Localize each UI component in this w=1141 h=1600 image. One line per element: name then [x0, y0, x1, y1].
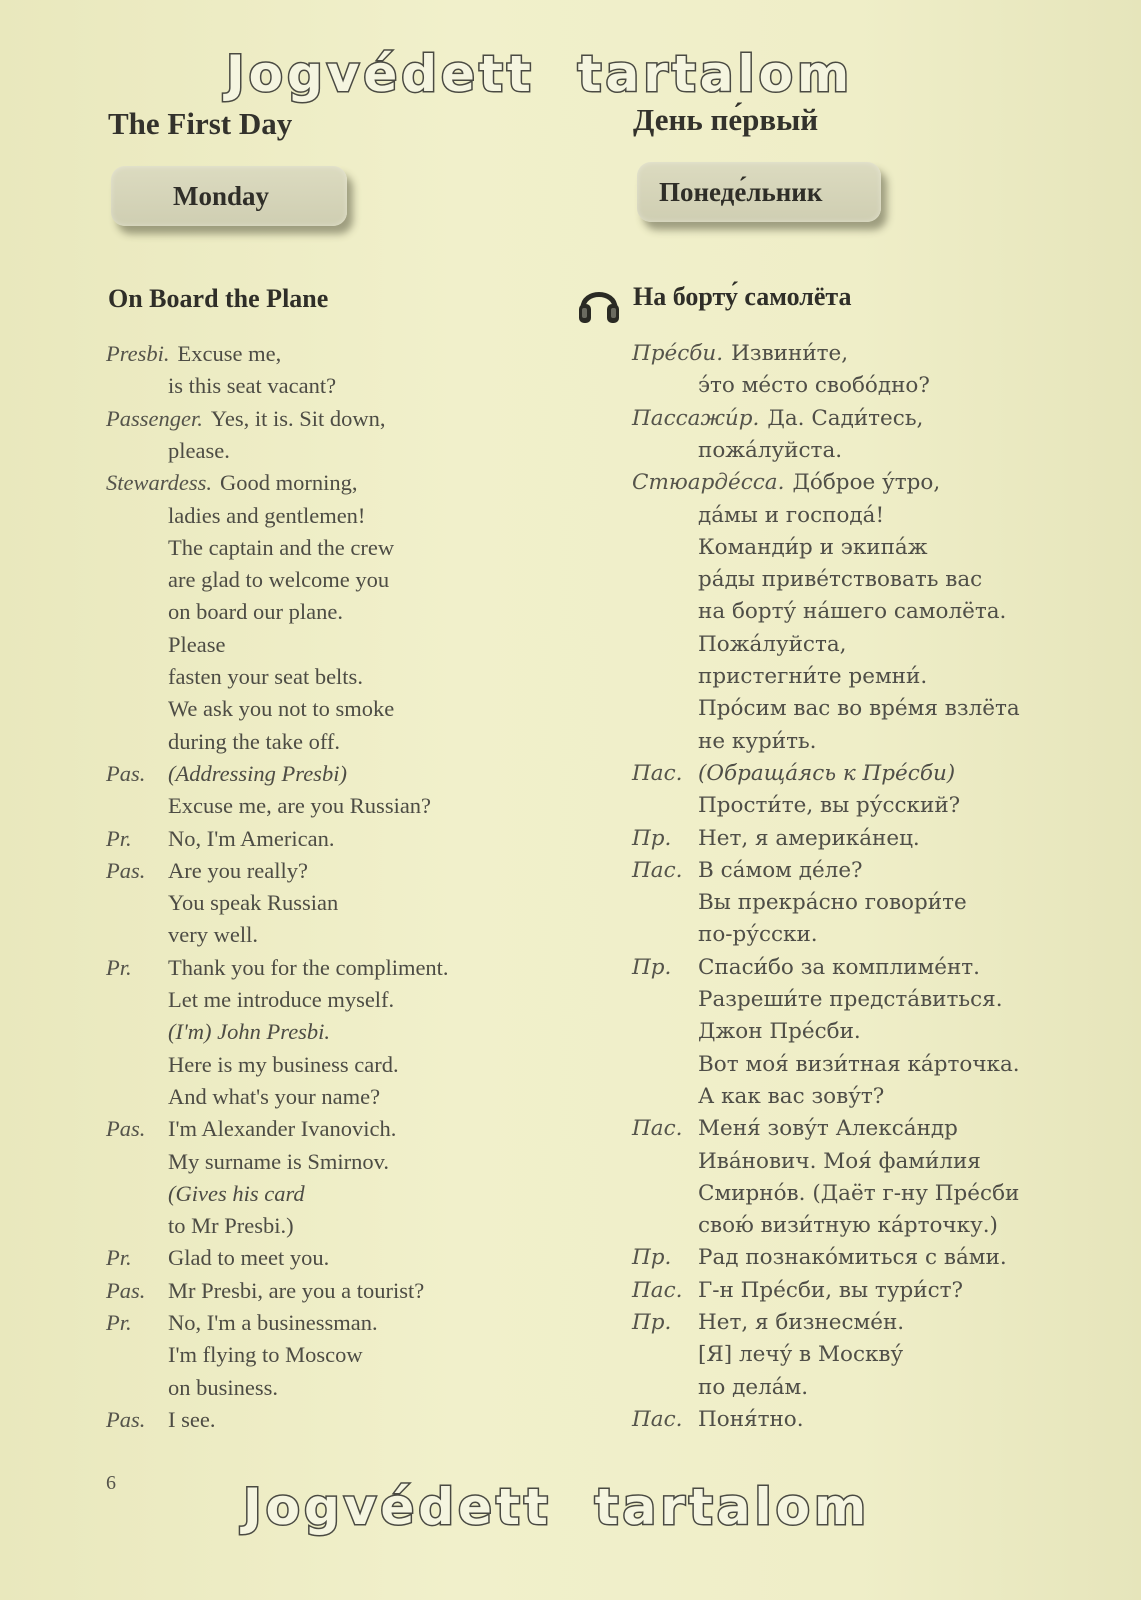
- dialogue-line: [106, 1307, 378, 1339]
- speaker-label: Стюарде́сса.: [632, 470, 785, 496]
- dialogue-line: [106, 1404, 216, 1436]
- dialogue-text: is this seat vacant?: [168, 373, 337, 399]
- section-title-russian: На борту́ самолёта: [633, 282, 852, 311]
- speaker-label: Pr.: [106, 1310, 132, 1335]
- dialogue-text: Excuse me,: [177, 341, 282, 366]
- dialogue-text: Извини́те,: [731, 341, 849, 366]
- dialogue-text: Please: [168, 631, 226, 657]
- dialogue-text: (I'm) John Presbi.: [168, 1019, 331, 1045]
- day-label-russian: [637, 162, 881, 222]
- speaker-label: Пас.: [632, 1406, 683, 1432]
- dialogue-line: [632, 952, 980, 984]
- dialogue-text: по дела́м.: [698, 1374, 809, 1400]
- speaker-label: Пр.: [632, 825, 672, 851]
- dialogue-text: Команди́р и экипа́ж: [698, 534, 928, 560]
- dialogue-text: А как вас зову́т?: [698, 1083, 885, 1109]
- dialogue-text: Good morning,: [220, 470, 358, 496]
- dialogue-text: До́брое у́тро,: [792, 470, 941, 496]
- speaker-label: Pr.: [106, 825, 132, 851]
- speaker-label: Pas.: [106, 1116, 146, 1142]
- dialogue-text: on board our plane.: [168, 599, 343, 625]
- dialogue-text: to Mr Presbi.): [168, 1213, 294, 1239]
- dialogue-text: Let me introduce myself.: [168, 987, 395, 1012]
- dialogue-text: I see.: [168, 1406, 216, 1432]
- dialogue-text: Прости́те, вы ру́сский?: [698, 793, 961, 819]
- speaker-label: Пр.: [632, 1310, 672, 1335]
- dialogue-text: Про́сим вас во вре́мя взлёта: [698, 696, 1020, 722]
- dialogue-line: [106, 1275, 425, 1307]
- dialogue-text: Рад познако́миться с ва́ми.: [698, 1245, 1007, 1271]
- speaker-label: Пас.: [632, 857, 683, 883]
- dialogue-text: very well.: [168, 922, 258, 948]
- dialogue-line: [632, 338, 848, 370]
- dialogue-line: [106, 855, 308, 887]
- dialogue-text: Смирно́в. (Даёт г-ну Пре́сби: [698, 1180, 1020, 1206]
- day-label-russian-text: Понеде́льник: [659, 176, 823, 207]
- watermark-top: Jogvédett tartalom: [226, 45, 854, 103]
- dialogue-text: ladies and gentlemen!: [168, 502, 366, 528]
- page-number: 6: [106, 1472, 116, 1494]
- dialogue-text: Разреши́те предста́виться.: [698, 987, 1003, 1012]
- dialogue-text: No, I'm a businessman.: [168, 1310, 378, 1335]
- dialogue-text: I'm Alexander Ivanovich.: [168, 1116, 397, 1142]
- dialogue-text: fasten your seat belts.: [168, 664, 363, 689]
- dialogue-line: [632, 1242, 1007, 1274]
- dialogue-text: Thank you for the compliment.: [168, 954, 449, 980]
- dialogue-text: Вы прекра́сно говори́те: [698, 890, 967, 916]
- speaker-label: Pas.: [106, 1277, 146, 1303]
- speaker-label: Пр.: [632, 1245, 672, 1271]
- dialogue-text: В са́мом де́ле?: [698, 857, 863, 883]
- speaker-label: Пас.: [632, 1277, 683, 1303]
- speaker-label: Пассажи́р.: [632, 405, 760, 431]
- speaker-label: Pas.: [106, 857, 146, 883]
- dialogue-text: on business.: [168, 1374, 279, 1400]
- dialogue-text: на борту́ на́шего самолёта.: [698, 599, 1007, 625]
- dialogue-text: Да. Сади́тесь,: [767, 405, 924, 431]
- dialogue-text: My surname is Smirnov.: [168, 1148, 390, 1174]
- dialogue-line: [106, 338, 281, 370]
- dialogue-line: [106, 1113, 397, 1145]
- dialogue-text: Джон Пре́сби.: [698, 1019, 861, 1045]
- dialogue-text: (Gives his card: [168, 1180, 305, 1206]
- day-label-english-text: Monday: [173, 180, 270, 211]
- dialogue-text: And what's your name?: [168, 1083, 381, 1109]
- dialogue-line: [632, 758, 956, 790]
- dialogue-text: ра́ды приве́тствовать вас: [698, 567, 983, 593]
- dialogue-line: [632, 1307, 905, 1339]
- dialogue-text: are glad to welcome you: [168, 567, 390, 593]
- headphones-icon[interactable]: [577, 280, 621, 326]
- dialogue-text: You speak Russian: [168, 890, 339, 916]
- dialogue-line: [106, 1242, 330, 1274]
- dialogue-text: [Я] лечу́ в Москву́: [698, 1342, 904, 1368]
- speaker-label: Пас.: [632, 760, 683, 786]
- dialogue-text: пожа́луйста.: [698, 437, 843, 463]
- dialogue-text: по-ру́сски.: [698, 922, 818, 948]
- speaker-label: Pr.: [106, 1245, 132, 1271]
- dialogue-text: Г-н Пре́сби, вы тури́ст?: [698, 1277, 964, 1303]
- speaker-label: Presbi.: [106, 341, 170, 366]
- dialogue-line: [632, 1404, 804, 1436]
- chapter-title-english: The First Day: [108, 106, 293, 141]
- dialogue-text: Excuse me, are you Russian?: [168, 793, 432, 819]
- dialogue-text: Пожа́луйста,: [698, 631, 847, 657]
- dialogue-text: Нет, я америка́нец.: [698, 825, 920, 851]
- dialogue-line: [106, 403, 386, 435]
- speaker-label: Passenger.: [106, 405, 203, 431]
- dialogue-line: [632, 1275, 964, 1307]
- dialogue-text: No, I'm American.: [168, 825, 335, 851]
- dialogue-text: Are you really?: [168, 857, 308, 883]
- dialogue-line: [632, 403, 923, 435]
- dialogue-text: Ива́нович. Моя́ фами́лия: [698, 1148, 981, 1174]
- speaker-label: Пр.: [632, 954, 672, 980]
- section-title-english: On Board the Plane: [108, 284, 329, 313]
- dialogue-text: Поня́тно.: [698, 1406, 804, 1432]
- dialogue-text: не кури́ть.: [698, 728, 817, 754]
- speaker-label: Stewardess.: [106, 470, 213, 496]
- dialogue-line: [106, 467, 358, 499]
- dialogue-line: [632, 855, 863, 887]
- speaker-label: Пас.: [632, 1116, 683, 1142]
- speaker-label: Pas.: [106, 1406, 146, 1432]
- dialogue-text: э́то ме́сто свобо́дно?: [698, 373, 930, 399]
- dialogue-text: Glad to meet you.: [168, 1245, 330, 1271]
- dialogue-text: Спаси́бо за комплиме́нт.: [698, 954, 980, 980]
- dialogue-text: Нет, я бизнесме́н.: [698, 1310, 905, 1335]
- speaker-label: Пре́сби.: [632, 341, 724, 366]
- dialogue-text: Yes, it is. Sit down,: [210, 405, 386, 431]
- dialogue-line: [106, 758, 347, 790]
- dialogue-text: Меня́ зову́т Алекса́ндр: [698, 1116, 958, 1142]
- dialogue-line: [632, 1113, 958, 1145]
- day-label-english: [111, 166, 347, 226]
- dialogue-text: Mr Presbi, are you a tourist?: [168, 1277, 425, 1303]
- dialogue-line: [106, 823, 335, 855]
- dialogue-text: during the take off.: [168, 728, 341, 754]
- dialogue-text: Вот моя́ визи́тная ка́рточка.: [698, 1051, 1020, 1077]
- dialogue-text: да́мы и господа́!: [698, 502, 885, 528]
- speaker-label: Pas.: [106, 760, 146, 786]
- watermark-bottom: Jogvédett tartalom: [243, 1478, 871, 1536]
- dialogue-text: свою́ визи́тную ка́рточку.): [698, 1213, 998, 1239]
- dialogue-text: пристегни́те ремни́.: [698, 664, 928, 689]
- dialogue-text: We ask you not to smoke: [168, 696, 395, 722]
- dialogue-text: please.: [168, 437, 230, 463]
- chapter-title-russian: День пе́рвый: [633, 102, 819, 137]
- dialogue-text: Here is my business card.: [168, 1051, 399, 1077]
- speaker-label: Pr.: [106, 954, 132, 980]
- dialogue-line: [632, 823, 920, 855]
- dialogue-text: I'm flying to Moscow: [168, 1342, 363, 1368]
- dialogue-text: The captain and the crew: [168, 534, 395, 560]
- dialogue-line: [106, 952, 449, 984]
- dialogue-line: [632, 467, 940, 499]
- dialogue-text: (Addressing Presbi): [168, 760, 347, 786]
- dialogue-text: (Обраща́ясь к Пре́сби): [698, 760, 956, 786]
